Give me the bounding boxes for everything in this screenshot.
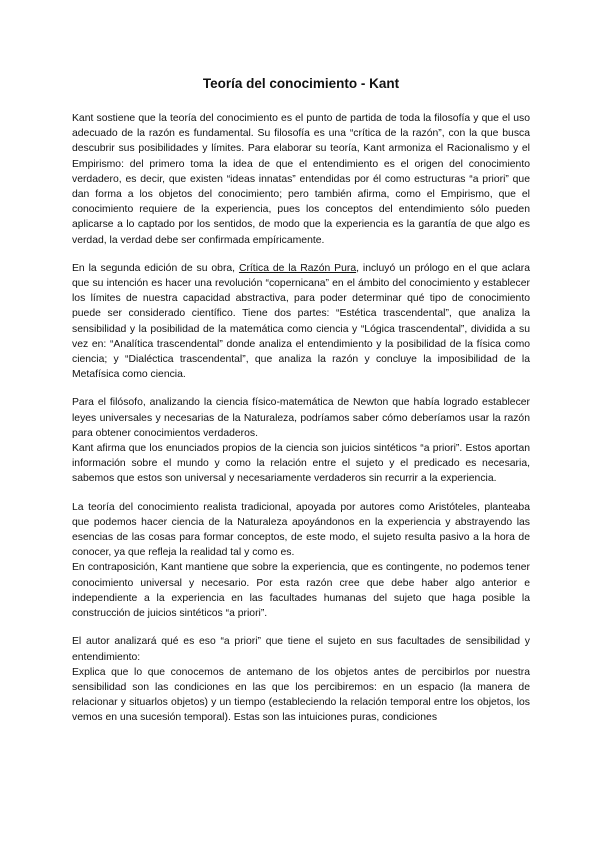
paragraph-spacer (72, 487, 530, 500)
document-page (72, 76, 530, 726)
paragraph-a-priori: El autor analizará qué es eso “a priori” que tiene el sujeto en sus facultades de sensibilidad y entendimiento: (72, 636, 530, 663)
paragraph-critica (72, 261, 530, 383)
critica-razon-pura-link[interactable]: Crítica de la Razón Pura (238, 262, 357, 274)
paragraph-contraposicion: En contraposición, Kant mantiene que sobre la experiencia, que es contingente, no podemos tener conocimiento universal y necesario. Por esta razón cree que debe haber algo anterior e independiente a la experiencia en las facultades humanas del sujeto que haga posible la construcción de juicios sintéticos “a priori”. (72, 562, 530, 620)
document-title: Teoría del conocimiento - Kant (202, 76, 400, 91)
paragraph-realista: La teoría del conocimiento realista tradicional, apoyada por autores como Aristóteles, planteaba que podemos hacer ciencia de la Naturaleza apoyándonos en la experiencia y abstrayendo las esencias de las cosas para formar conceptos, de este modo, el sujeto resulta pasivo a la hora de conocer, ya que refleja la realidad tal y como es. (72, 501, 530, 559)
paragraph-critica-rest: , incluyó un prólogo en el que aclara que su intención es hacer una revolución “copernicana” en el ámbito del conocimiento y establecer los límites de nuestra capacidad abstractiva, para poder determinar qué tipo de conocimiento puede ser considerado científico. Tiene dos partes: “Estética trascendental”, que analiza la sensibilidad y la posibilidad de la matemática como ciencia y “Lógica trascendental”, dividida a su vez en: “Analítica trascendental” donde analiza el entendimiento y la posibilidad de la física como ciencia; y “Dialéctica trascendental”, que analiza la razón y concluye la imposibilidad de la Metafísica como ciencia. (72, 262, 530, 381)
paragraph-spacer (72, 621, 530, 634)
paragraph-intro: Kant sostiene que la teoría del conocimiento es el punto de partida de toda la filosofía y que el uso adecuado de la razón es fundamental. Su filosofía es una “crítica de la razón”, con la que busca descubrir sus posibilidades y límites. Para elaborar su teoría, Kant armoniza el Racionalismo y el Empirismo: del primero toma la idea de que el entendimiento es el origen del conocimiento verdadero, es decir, que existen “ideas innatas” entendidas por él como estructuras “a priori” que dan forma a los objetos del conocimiento; pero también afirma, como el Empirismo, que el conocimiento requiere de la experiencia, pues los conceptos del entendimiento sólo pueden aplicarse a lo captado por los sentidos, de modo que la experiencia es la garantía de que algo es verdad, la verdad debe ser confirmada empíricamente. (72, 113, 530, 246)
paragraph-intuiciones: Explica que lo que conocemos de antemano de los objetos antes de percibirlos por nuestra sensibilidad son las condiciones en las que los percibiremos: en un espacio (la manera de relacionar y situarlos objetos) y un tiempo (estableciendo la relación temporal entre los objetos, los vemos en una sucesión temporal). Estas son las intuiciones puras, condiciones (72, 666, 530, 724)
paragraph-spacer (72, 248, 530, 261)
paragraph-spacer (72, 382, 530, 395)
paragraph-newton: Para el filósofo, analizando la ciencia físico-matemática de Newton que había logrado establecer leyes universales y necesarias de la Naturaleza, podríamos saber cómo deberíamos usar la razón para obtener conocimientos verdaderos. (72, 397, 530, 439)
paragraph-critica-lead: En la segunda edición de su obra, (72, 262, 239, 274)
paragraph-juicios: Kant afirma que los enunciados propios de la ciencia son juicios sintéticos “a priori”. Estos aportan información sobre el mundo y como la relación entre el sujeto y el predicado es necesaria, sabemos que estos son universal y necesariamente verdaderos sin recurrir a la experiencia. (72, 443, 530, 485)
